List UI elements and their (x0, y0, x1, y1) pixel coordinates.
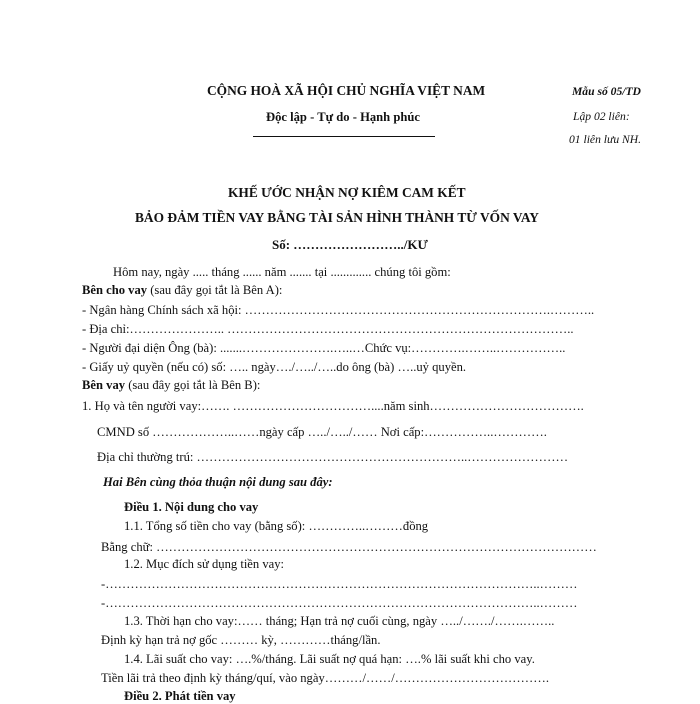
document-number: Số: ……………………../KƯ (272, 237, 428, 252)
borrower-heading (82, 378, 260, 393)
intro-text: Hôm nay, ngày ..... tháng ...... năm ....... tại ............. chúng tôi gồm: (113, 265, 451, 279)
lender-heading (82, 283, 282, 298)
borrower-name-field: 1. Họ và tên người vay:……. ……………………………....năm sinh………………………………. (82, 399, 584, 413)
title-line-2: BẢO ĐẢM TIỀN VAY BẰNG TÀI SẢN HÌNH THÀNH TỪ VỐN VAY (135, 210, 539, 225)
repayment-schedule-field: Định kỳ hạn trả nợ gốc ……… kỳ, …………tháng/lần. (101, 633, 381, 647)
article-1-heading: Điều 1. Nội dung cho vay (124, 500, 259, 514)
representative-field: - Người đại diện Ông (bà): .......………………….…..…Chức vụ:………….……..…………….. (82, 341, 566, 355)
bank-field: - Ngân hàng Chính sách xã hội: ……………………………………………………………….……….. (82, 303, 595, 317)
borrower-label: Bên vay (82, 378, 126, 392)
motto-underline (253, 136, 435, 137)
loan-purpose-line-1: -…………………………………………………………………………………………..……… (101, 577, 578, 591)
residence-field: Địa chỉ thường trú: ………………………………………………………..…………………… (97, 450, 569, 464)
title-line-1: KHẾ ƯỚC NHẬN NỢ KIÊM CAM KẾT (228, 185, 466, 200)
lender-note: (sau đây gọi tắt là Bên A): (147, 283, 283, 297)
form-number: Mẫu số 05/TD (572, 85, 641, 98)
motto: Độc lập - Tự do - Hạnh phúc (266, 110, 420, 124)
article-2-heading: Điều 2. Phát tiền vay (124, 689, 236, 703)
copies-label: Lập 02 liên: (573, 110, 630, 123)
lender-label: Bên cho vay (82, 283, 148, 297)
agreement-heading: Hai Bên cùng thỏa thuận nội dung sau đây: (103, 475, 333, 489)
authorization-field: - Giấy uỷ quyền (nếu có) số: ….. ngày…./…../…..do ông (bà) …..uỷ quyền. (82, 360, 467, 374)
copy-note: 01 liên lưu NH. (569, 133, 642, 146)
loan-amount-field: 1.1. Tổng số tiền cho vay (bằng số): …………..………đồng (124, 519, 429, 533)
interest-payment-field: Tiền lãi trả theo định kỳ tháng/quí, vào ngày………/……/………………………………. (101, 671, 549, 685)
address-field: - Địa chỉ:………………….. ……………………………………………………………………….. (82, 322, 574, 336)
borrower-note: (sau đây gọi tắt là Bên B): (125, 378, 261, 392)
interest-rate-field: 1.4. Lãi suất cho vay: ….%/tháng. Lãi suất nợ quá hạn: ….% lãi suất khi cho vay. (124, 652, 535, 666)
country-heading: CỘNG HOÀ XÃ HỘI CHỦ NGHĨA VIỆT NAM (207, 83, 486, 98)
loan-purpose-label: 1.2. Mục đích sử dụng tiền vay: (124, 557, 285, 571)
loan-term-field: 1.3. Thời hạn cho vay:…… tháng; Hạn trả nợ cuối cùng, ngày …../……./…….…….. (124, 614, 555, 628)
loan-purpose-line-2: -…………………………………………………………………………………………..……… (101, 596, 578, 610)
id-card-field: CMND số ………………..……ngày cấp …../…../…… Nơi cấp:……………..…………. (97, 425, 547, 439)
amount-in-words-field: Bằng chữ: …………………………………………………………………………………………… (101, 540, 597, 554)
